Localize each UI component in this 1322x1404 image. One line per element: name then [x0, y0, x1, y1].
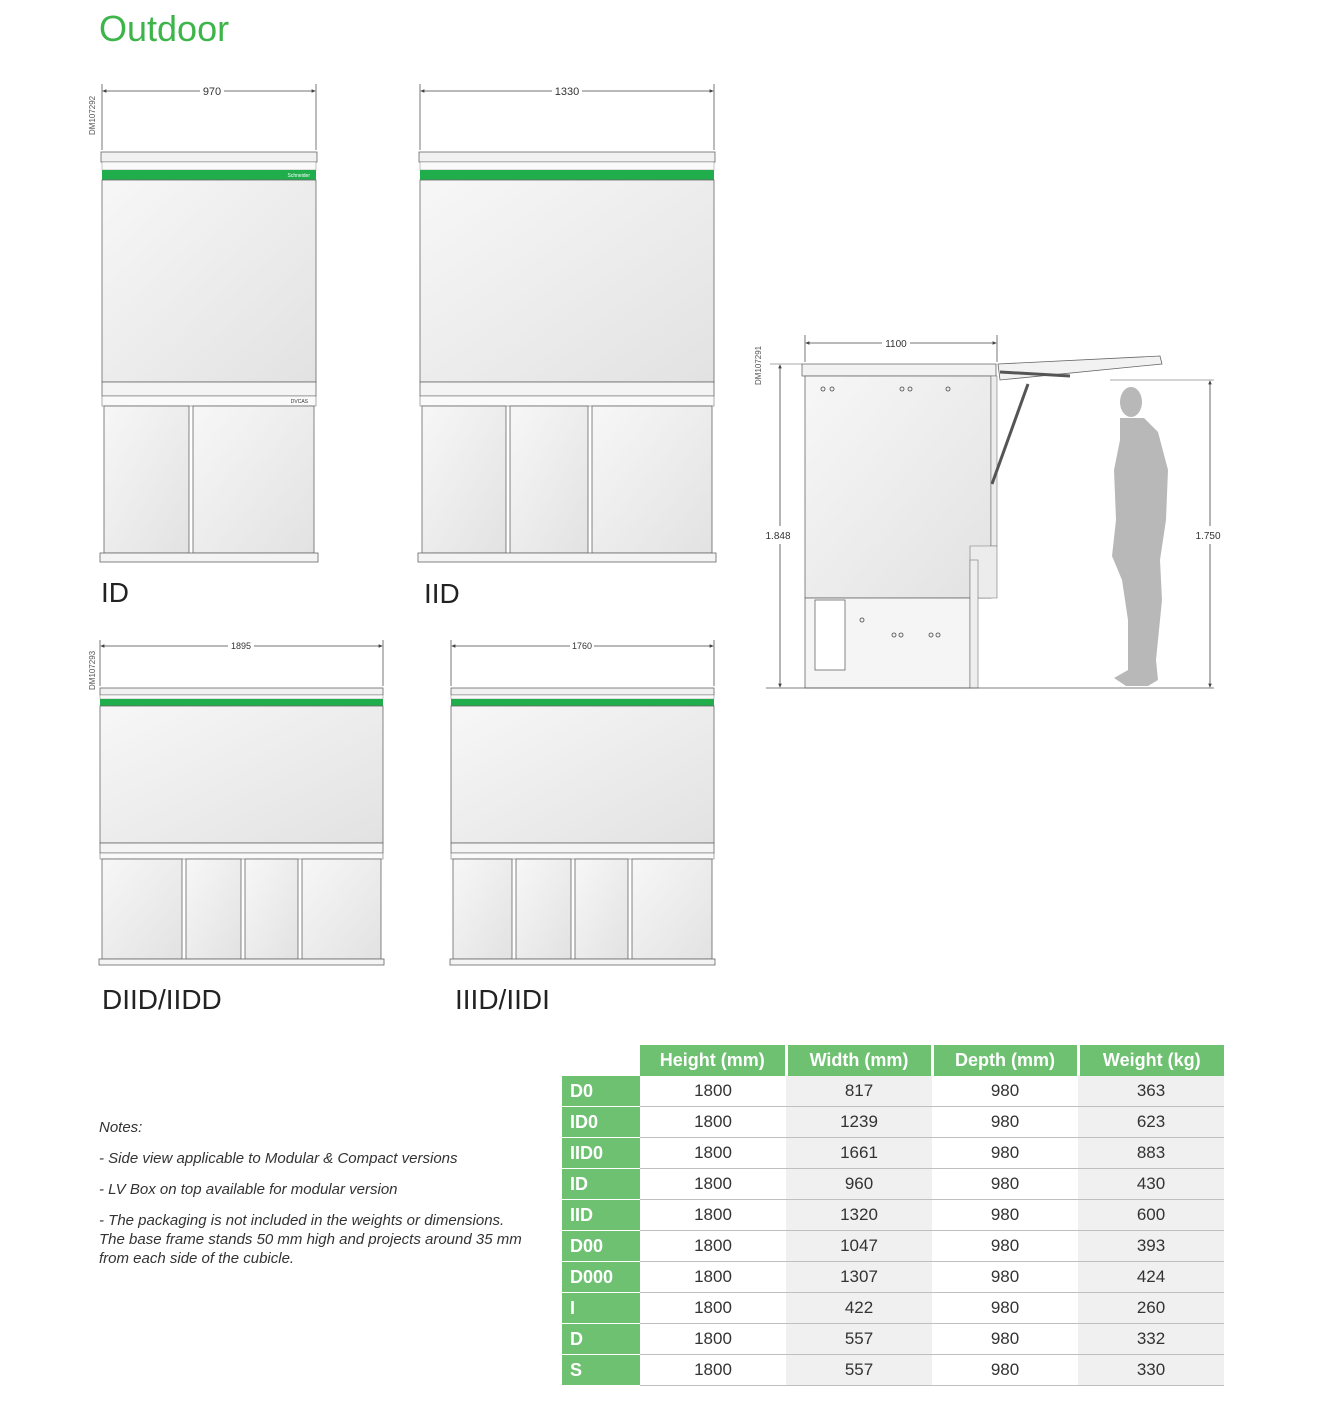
- table-row: [562, 1324, 1224, 1355]
- cell-depth: 980: [932, 1107, 1078, 1138]
- col-header-weight: Weight (kg): [1078, 1045, 1224, 1076]
- row-header: I: [562, 1293, 640, 1324]
- dimensions-table: [562, 1045, 1224, 1386]
- cell-weight: 393: [1078, 1231, 1224, 1262]
- col-header-width: Width (mm): [786, 1045, 932, 1076]
- notes: [99, 1118, 529, 1280]
- cell-weight: 623: [1078, 1107, 1224, 1138]
- unit-iiid-drawing: [450, 640, 715, 965]
- cell-width: 1239: [786, 1107, 932, 1138]
- row-header: D000: [562, 1262, 640, 1293]
- unit-diid-drawing: [88, 640, 384, 965]
- cell-width: 817: [786, 1076, 932, 1107]
- cell-height: 1800: [640, 1169, 786, 1200]
- row-header: IID: [562, 1200, 640, 1231]
- note-item: - Side view applicable to Modular & Compact versions: [99, 1150, 458, 1167]
- table-row: [562, 1076, 1224, 1107]
- cell-width: 1661: [786, 1138, 932, 1169]
- table-row: [562, 1231, 1224, 1262]
- cell-width: 1047: [786, 1231, 932, 1262]
- table-row: [562, 1138, 1224, 1169]
- width-dimension: 1760: [571, 641, 593, 651]
- cell-weight: 424: [1078, 1262, 1224, 1293]
- model-plate: DVCAS: [290, 399, 308, 405]
- cell-weight: 363: [1078, 1076, 1224, 1107]
- cell-width: 1307: [786, 1262, 932, 1293]
- cell-weight: 260: [1078, 1293, 1224, 1324]
- table-corner: [562, 1045, 640, 1076]
- row-header: ID: [562, 1169, 640, 1200]
- notes-heading: Notes:: [99, 1119, 143, 1136]
- cell-depth: 980: [932, 1324, 1078, 1355]
- cell-weight: 332: [1078, 1324, 1224, 1355]
- row-header: D: [562, 1324, 640, 1355]
- table-row: [562, 1107, 1224, 1138]
- unit-label-id: ID: [101, 577, 129, 608]
- cell-height: 1800: [640, 1138, 786, 1169]
- brand-logo: Schneider: [287, 173, 310, 179]
- unit-id-drawing: [88, 84, 318, 562]
- cell-height: 1800: [640, 1076, 786, 1107]
- cell-height: 1800: [640, 1262, 786, 1293]
- row-header: S: [562, 1355, 640, 1386]
- width-dimension: 1895: [230, 641, 252, 651]
- drawing-ref-top: DM107292: [88, 95, 97, 135]
- cell-depth: 980: [932, 1355, 1078, 1386]
- row-header: D00: [562, 1231, 640, 1262]
- drawing-ref-side: DM107291: [754, 345, 763, 385]
- cell-width: 1320: [786, 1200, 932, 1231]
- row-header: ID0: [562, 1107, 640, 1138]
- person-height-dimension: 1.750: [1195, 531, 1221, 542]
- unit-label-iiid: IIID/IIDI: [455, 984, 550, 1015]
- cell-weight: 430: [1078, 1169, 1224, 1200]
- note-item: - The packaging is not included in the weights or dimensions. The base frame stands 50 mm high and projects around 35 mm from each side of the cubicle.: [99, 1212, 522, 1267]
- cell-depth: 980: [932, 1262, 1078, 1293]
- cell-height: 1800: [640, 1324, 786, 1355]
- row-header: IID0: [562, 1138, 640, 1169]
- cell-height: 1800: [640, 1293, 786, 1324]
- cell-weight: 883: [1078, 1138, 1224, 1169]
- col-header-height: Height (mm): [640, 1045, 786, 1076]
- unit-label-diid: DIID/IIDD: [102, 984, 222, 1015]
- cell-depth: 980: [932, 1076, 1078, 1107]
- note-item: - LV Box on top available for modular version: [99, 1181, 398, 1198]
- cell-height: 1800: [640, 1107, 786, 1138]
- unit-label-iid: IID: [424, 578, 460, 609]
- depth-dimension: 1100: [885, 339, 907, 350]
- cell-depth: 980: [932, 1231, 1078, 1262]
- drawing-ref-bottom: DM107293: [88, 650, 97, 690]
- height-dimension: 1.848: [765, 531, 791, 542]
- cell-height: 1800: [640, 1355, 786, 1386]
- cell-height: 1800: [640, 1231, 786, 1262]
- cell-height: 1800: [640, 1200, 786, 1231]
- person-silhouette: [1112, 387, 1168, 686]
- cell-width: 422: [786, 1293, 932, 1324]
- cell-width: 557: [786, 1324, 932, 1355]
- table-row: [562, 1262, 1224, 1293]
- row-header: D0: [562, 1076, 640, 1107]
- width-dimension: 970: [202, 86, 222, 98]
- page-title: Outdoor: [99, 8, 230, 49]
- cell-width: 960: [786, 1169, 932, 1200]
- col-header-depth: Depth (mm): [932, 1045, 1078, 1076]
- table-row: [562, 1293, 1224, 1324]
- cell-depth: 980: [932, 1293, 1078, 1324]
- table-header-row: [562, 1045, 1224, 1076]
- cell-depth: 980: [932, 1169, 1078, 1200]
- unit-iid-drawing: [418, 84, 716, 562]
- table-row: [562, 1169, 1224, 1200]
- side-view-drawing: [754, 335, 1221, 688]
- width-dimension: 1330: [554, 86, 580, 98]
- table-row: [562, 1355, 1224, 1386]
- cell-width: 557: [786, 1355, 932, 1386]
- cell-weight: 330: [1078, 1355, 1224, 1386]
- cell-depth: 980: [932, 1138, 1078, 1169]
- cell-weight: 600: [1078, 1200, 1224, 1231]
- table-row: [562, 1200, 1224, 1231]
- cell-depth: 980: [932, 1200, 1078, 1231]
